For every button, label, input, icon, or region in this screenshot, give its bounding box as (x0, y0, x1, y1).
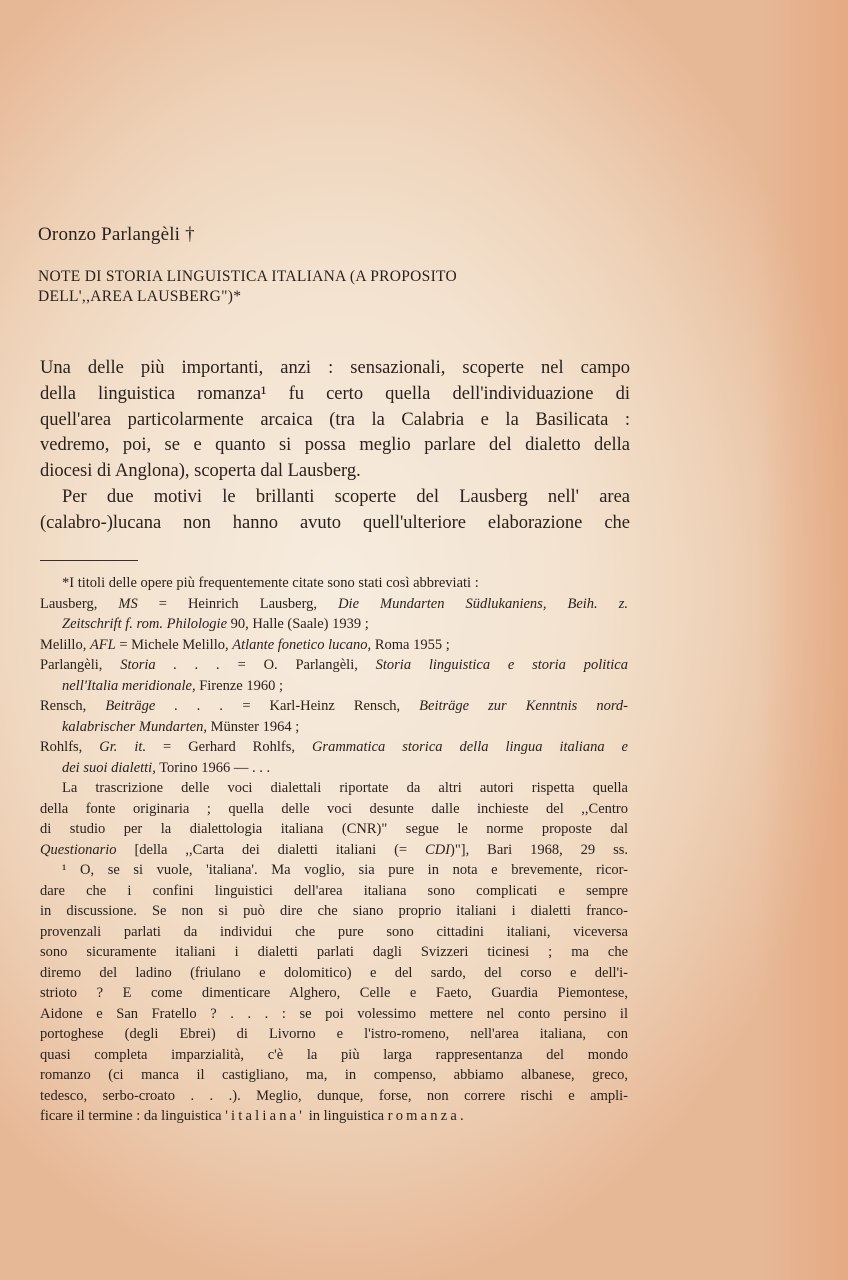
text-line: Una delle più importanti, anzi : sensazionali, scoperte nel campo (40, 358, 630, 378)
reference-line: nell'Italia meridionale, Firenze 1960 ; (62, 677, 283, 694)
reference-line: Parlangèli, Storia . . . = O. Parlangèli, Storia linguistica e storia politica (40, 657, 628, 673)
footnote-separator (40, 560, 138, 561)
note-line: tedesco, serbo-croato . . .). Meglio, dunque, forse, non correre rischi e ampli- (40, 1087, 628, 1104)
note-line: diremo del ladino (friulano e dolomitico) e del sardo, del corso e dell'i- (40, 964, 628, 981)
article-title (38, 267, 598, 307)
reference-line: Melillo, AFL = Michele Melillo, Atlante fonetico lucano, Roma 1955 ; (40, 636, 450, 653)
reference-line: Rensch, Beiträge . . . = Karl-Heinz Rensch, Beiträge zur Kenntnis nord- (40, 698, 629, 714)
note-line: della fonte originaria ; quella delle voci desunte dalle inchieste del ,,Centro (40, 800, 628, 817)
footnotes (40, 573, 628, 1127)
title-line: NOTE DI STORIA LINGUISTICA ITALIANA (A PROPOSITO (38, 268, 458, 285)
note-line: in discussione. Se non si può dire che siano proprio italiani i dialetti franco- (40, 903, 628, 919)
note-line: di studio per la dialettologia italiana (CNR)" segue le norme proposte dal (40, 821, 628, 837)
note-line: ¹ O, se si vuole, 'italiana'. Ma voglio, sia pure in nota e brevemente, ricor- (62, 862, 628, 878)
spaced-word: romanza (387, 1108, 461, 1124)
author-name: Oronzo Parlangèli † (38, 224, 195, 245)
text-line: vedremo, poi, se e quanto si possa meglio parlare del dialetto della (40, 435, 630, 456)
note-line: dare che i confini linguistici dell'area italiana sono complicati e sempre (40, 882, 628, 899)
note-line: provenzali parlati da individui che pure sono cittadini italiani, viceversa (40, 923, 628, 940)
reference-line: dei suoi dialetti, Torino 1966 — . . . (62, 759, 271, 776)
text-line: (calabro-)lucana non hanno avuto quell'ulteriore elaborazione che (40, 512, 630, 533)
note-line: Aidone e San Fratello ? . . . : se poi volessimo mettere nel conto persino il (40, 1005, 628, 1022)
title-line: DELL',,AREA LAUSBERG")* (38, 288, 242, 305)
text-line: quell'area particolarmente arcaica (tra la Calabria e la Basilicata : (40, 409, 630, 430)
note-line: strioto ? E come dimenticare Alghero, Celle e Faeto, Guardia Piemontese, (40, 985, 628, 1001)
note-line: romanzo (ci manca il castigliano, ma, in compenso, abbiamo albanese, greco, (40, 1067, 628, 1083)
note-line: La trascrizione delle voci dialettali riportate da altri autori rispetta quella (62, 780, 628, 796)
reference-line: Zeitschrift f. rom. Philologie 90, Halle (Saale) 1939 ; (62, 616, 369, 632)
note-line: Questionario [della ,,Carta dei dialetti italiani (= CDI)"], Bari 1968, 29 ss. (40, 841, 628, 858)
note-line: sono sicuramente italiani i dialetti parlati dagli Svizzeri ticinesi ; ma che (40, 944, 628, 960)
note-line: portoghese (degli Ebrei) di Livorno e l'istro-romeno, nell'area italiana, con (40, 1026, 628, 1042)
spaced-word: 'italiana' (225, 1108, 306, 1124)
text-line: della linguistica romanza¹ fu certo quella dell'individuazione di (40, 383, 630, 404)
text-line: diocesi di Anglona), scoperta dal Lausberg. (40, 461, 361, 482)
note-line: quasi completa imparzialità, c'è la più larga rappresentanza del mondo (40, 1046, 628, 1063)
footnote-intro: *I titoli delle opere più frequentemente citate sono stati così abbreviati : (62, 575, 479, 591)
text-line: Per due motivi le brillanti scoperte del Lausberg nell' area (62, 486, 630, 507)
reference-line: Lausberg, MS = Heinrich Lausberg, Die Mundarten Südlukaniens, Beih. z. (40, 595, 628, 612)
reference-line: kalabrischer Mundarten, Münster 1964 ; (62, 718, 300, 735)
reference-line: Rohlfs, Gr. it. = Gerhard Rohlfs, Grammatica storica della lingua italiana e (40, 739, 628, 755)
note-line: ficare il termine : da linguistica 'italiana' in linguistica romanza. (40, 1108, 464, 1124)
main-text (40, 356, 630, 537)
